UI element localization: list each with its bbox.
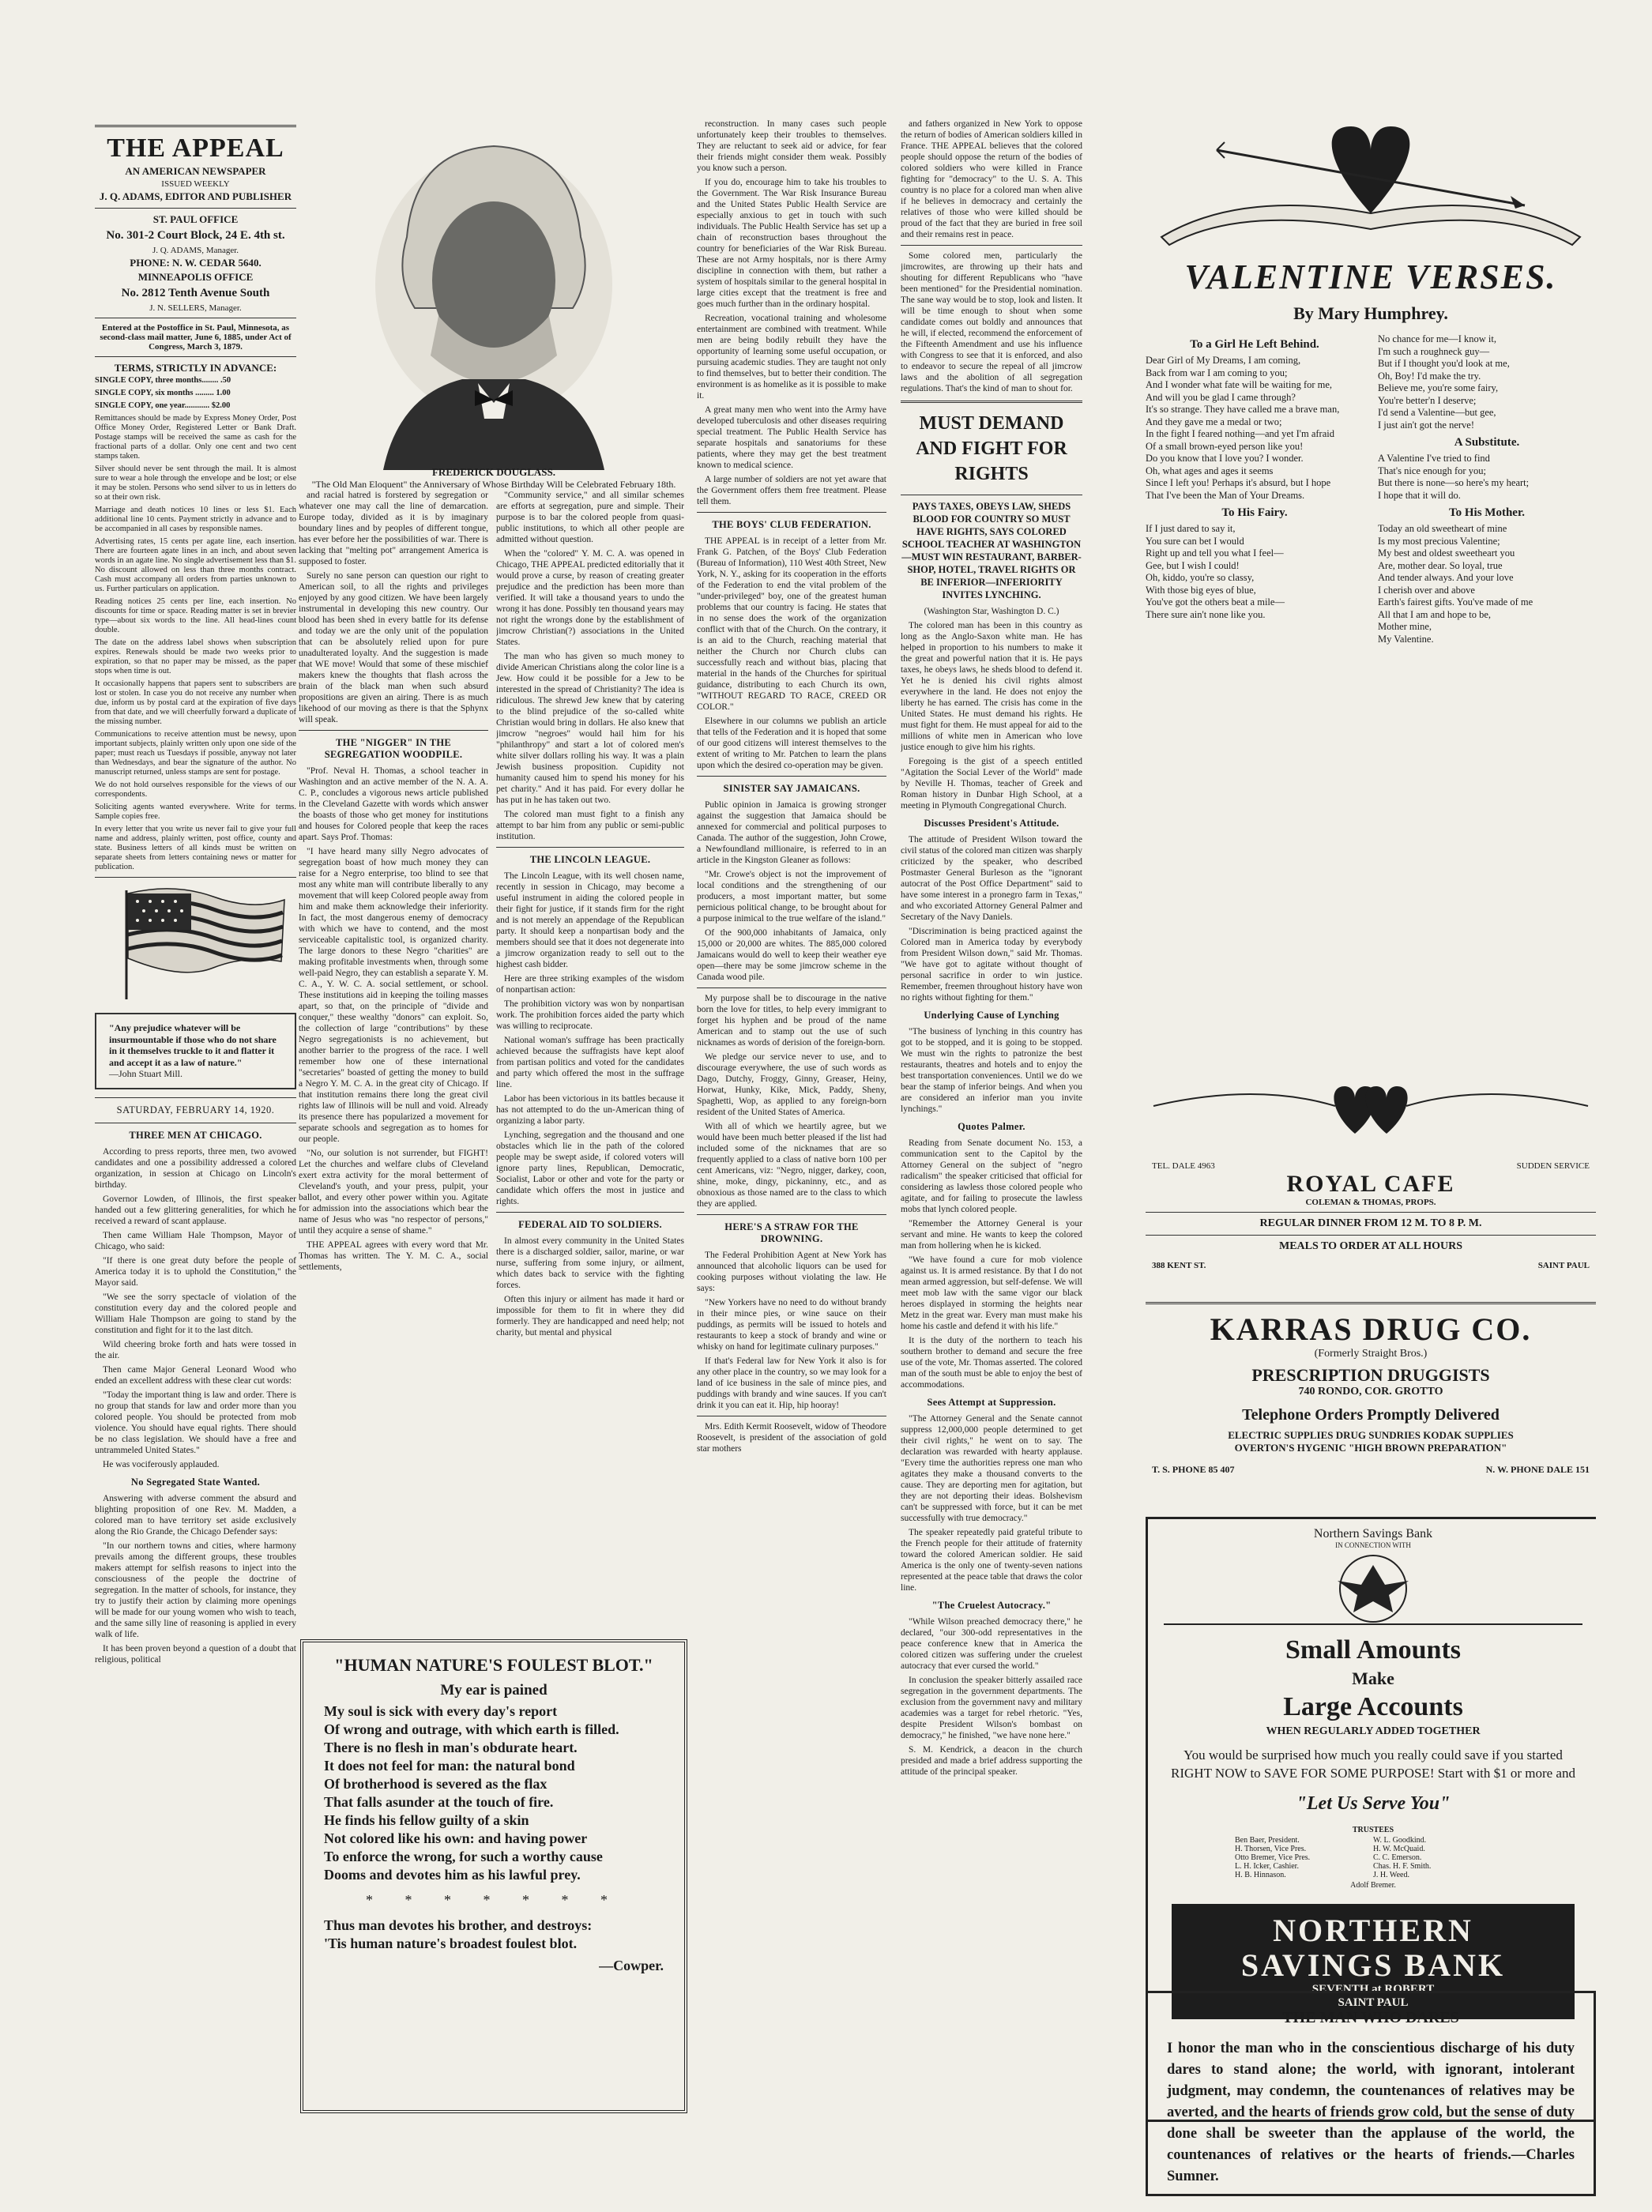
paragraph: Then came William Hale Thompson, Mayor of Chicago, who said: bbox=[95, 1230, 296, 1251]
masthead-issued: ISSUED WEEKLY bbox=[161, 179, 230, 189]
headline-demand-rights: MUST DEMAND AND FIGHT FOR RIGHTS bbox=[916, 413, 1067, 484]
divider bbox=[496, 847, 684, 848]
poem-line: He finds his fellow guilty of a skin bbox=[324, 1812, 529, 1828]
divider bbox=[901, 245, 1082, 246]
paragraph: Wild cheering broke forth and hats were tossed in the air. bbox=[95, 1339, 296, 1360]
paragraph: Then came Major General Leonard Wood who ended an excellent address with these clear cut words: bbox=[95, 1364, 296, 1386]
poem-first-line: My ear is pained bbox=[440, 1682, 548, 1698]
bank-sub: IN CONNECTION WITH bbox=[1335, 1541, 1411, 1549]
column-6 bbox=[1146, 118, 1596, 2196]
royal-service: SUDDEN SERVICE bbox=[1516, 1161, 1590, 1171]
paragraph: "Mr. Crowe's object is not the improvement of local conditions and the strengthening of our producers, a most important matter, but some pernicious political change, to be brought about for a purpose inimical to the true welfare of the island." bbox=[697, 870, 886, 924]
subhead-suppression: Sees Attempt at Suppression. bbox=[927, 1397, 1056, 1408]
karras-name: KARRAS DRUG CO. bbox=[1210, 1311, 1532, 1347]
subhead-wilson: Discusses President's Attitude. bbox=[924, 818, 1059, 829]
divider bbox=[95, 1097, 296, 1098]
bank-make: Make bbox=[1352, 1668, 1394, 1688]
paragraph: THE APPEAL is in receipt of a letter from Mr. Frank G. Patchen, of the Boys' Club Federation (Bureau of Information), 110 West 40th Street, New York, N. Y., asking for its cooperation in the efforts of the Federation to end the vital problem of the "under-privileged" boy, one of the greatest human problems that our country is facing. He states that in no sense does the work of the organization conflict with that of the Church. On the contrary, it is an aid to the Church, reaching material that neither the Church nor Church clubs can successfully reach and without bias, placing that material in the hands of the Churches for spiritual guidance, distributing to each Church its own, "WITHOUT REGARD TO RACE, CREED OR COLOR." bbox=[697, 536, 886, 712]
paragraph: "While Wilson preached democracy there," he declared, "our 300-odd representatives in the peace conference knew that in America the colored citizen was suffering under the cruelest autocracy that ever cursed the world." bbox=[901, 1617, 1082, 1671]
poem-line: Not colored like his own: and having power bbox=[324, 1830, 588, 1846]
divider bbox=[697, 776, 886, 777]
paragraph: The Federal Prohibition Agent at New York has announced that alcoholic liquors can be used for cooking purposes without violating the law. He says: bbox=[697, 1251, 886, 1293]
royal-top-row bbox=[1152, 1161, 1590, 1171]
paragraph: It has been proven beyond a question of a doubt that religious, political bbox=[95, 1643, 296, 1665]
paragraph: "Community service," and all similar schemes are efforts at segregation, pure and simple. Their purpose is to bar the colored people from quasi-public institutions, to which all other people are admitted without question. bbox=[496, 491, 684, 544]
paragraph: Reading from Senate document No. 153, a communication sent to the Capitol by the Attorney General on the subject of "negro radicalism" the speaker criticised that official for considering as lawless those colored people who agitate, and for failing to prosecute the lawless mobs that lynch colored people. bbox=[901, 1138, 1082, 1214]
paragraph: He was vociferously applauded. bbox=[103, 1459, 220, 1469]
stpaul-office: ST. PAUL OFFICE bbox=[152, 213, 239, 225]
paragraph: "In our northern towns and cities, where harmony prevails among the different groups, these troubles makers attempt for selfish reasons to inject into the consciousness of the people the doctrine of segregation. In the matter of schools, for instance, they try to justify their action by claiming more openings will be made for our young women who wish to teach, and the same silly line of reasoning is applied in every walk of life. bbox=[95, 1540, 296, 1639]
notice: Marriage and death notices 10 lines or less $1. Each additional line 10 cents. Payment strictly in advance and to be accompanied in all cases by responsible names. bbox=[95, 506, 296, 533]
masthead-title: THE APPEAL bbox=[107, 134, 284, 163]
notice: It occasionally happens that papers sent to subscribers are lost or stolen. In case you do not receive any number when due, inform us by postal card at the expiration of five days from that date, and we will cheerfully forward a duplicate of the missing number. bbox=[95, 679, 296, 726]
heart-banner-icon bbox=[1146, 118, 1596, 253]
headline-federal-aid: FEDERAL AID TO SOLDIERS. bbox=[518, 1219, 662, 1230]
paragraph: In conclusion the speaker bitterly assailed race segregation in the government departments. The exclusion from the government navy and military academies was a target for rebel rhetoric. "Yes, despite President Wilson's bombast on democracy," he finished, "we have none here." bbox=[901, 1676, 1082, 1740]
paragraph: If you do, encourage him to take his troubles to the Government. The War Risk Insurance Bureau and the United States Public Health Service are especially anxious to get in touch with such individuals. The Public Health Service has set up a chain of reconstruction bases throughout the country for beneficiaries of the War Risk Bureau. These are not Army hospitals, nor is there Army discipline in connection with them, but rather a system of hospitals similar to the general hospital in large cities except that the treatment is free and goes much further than in the ordinary hospital. bbox=[697, 178, 886, 309]
divider bbox=[95, 125, 296, 127]
headline-jamaicans: SINISTER SAY JAMAICANS. bbox=[723, 783, 860, 794]
poem-line: It does not feel for man: the natural bond bbox=[324, 1758, 575, 1774]
divider bbox=[496, 1212, 684, 1213]
paragraph: "Discrimination is being practiced against the Colored man in America today by everybody from President Wilson down," said Mr. Thomas. "We have got to agitate without thought of personal sacrifice in order to win justice. Remember, freemen throughout history have won no rights without fighting for them." bbox=[901, 927, 1082, 1003]
paragraph: "Remember the Attorney General is your servant and mine. He wants to keep the colored man from hollering when he is kicked. bbox=[901, 1219, 1082, 1251]
karras-phone-orders: Telephone Orders Promptly Delivered bbox=[1242, 1406, 1500, 1424]
eagle-seal-icon bbox=[1148, 1549, 1596, 1628]
royal-bottom-row bbox=[1152, 1261, 1590, 1270]
headline-deck: PAYS TAXES, OBEYS LAW, SHEDS BLOOD FOR COUNTRY SO MUST HAVE RIGHTS, SAYS COLORED SCHOOL TEACHER AT WASHINGTON—MUST WIN RESTAURANT, BARBER-SHOP, HOTEL, TRAVEL RIGHTS OR BE INFERIOR—INFERIORITY INVITES LYNCHING. bbox=[901, 501, 1082, 600]
notice: Communications to receive attention must be newsy, upon important subjects, plainly written only upon one side of the paper; must reach us Tuesdays if possible, anyway not later than Wednesdays, and bear the signature of the author. No manuscript returned, unless stamps are sent for postage. bbox=[95, 730, 296, 777]
poem-stars: * * * * * * * bbox=[366, 1892, 622, 1908]
stpaul-address: No. 301-2 Court Block, 24 E. 4th st. bbox=[106, 229, 285, 242]
trustee: J. H. Weed. bbox=[1373, 1871, 1409, 1879]
valentine-section bbox=[1146, 118, 1596, 1146]
paragraph: The Lincoln League, with its well chosen name, recently in session in Chicago, may become a useful instrument in aiding the colored people in their fight for justice, if it stands firm for the right and is not merely an appendage of the Republican party. It should keep a nonpartisan body and the members should see that it does not degenerate into a jimcrow organization ready to sell out to the highest cash bidder. bbox=[496, 871, 684, 969]
bank-top: Northern Savings Bank bbox=[1313, 1527, 1433, 1540]
notice: We do not hold ourselves responsible for the views of our correspondents. bbox=[95, 781, 296, 799]
divider bbox=[1146, 1212, 1596, 1213]
portrait-caption bbox=[304, 466, 683, 491]
bank-logo-line1: NORTHERN bbox=[1273, 1913, 1473, 1948]
divider bbox=[1146, 1235, 1596, 1236]
poem-text: Dear Girl of My Dreams, I am coming, Back from war I am coming to you; And I wonder what fate will be waiting for me, And will you be glad I came through? It's so strange. They have called me a brave man, And they gave me a medal or two; In the fight I feared nothing—and yet I'm afraid Of a small brown-eyed person like you! Do you know that I love you? I wonder. Oh, what ages and ages it seems Since I left you! Perhaps it's absurd, but I hope That I've been the Man of Your Dreams. bbox=[1146, 355, 1340, 501]
minneapolis-office: MINNEAPOLIS OFFICE bbox=[137, 271, 254, 283]
paragraph: Some colored men, particularly the jimcrowites, are throwing up their hats and shouting for different Republicans who "have been mentioned" for the Presidential nomination. The sane way would be to stop, look and listen. It will be time enough to shout when some candidate comes out boldly and announces that he will, if elected, recommend the enforcement of the Fifteenth Amendment and use his influence with Congress to see that it is enforced, and also to endeavor to secure the repeal of all jimcrow laws and the abolition of all segregation regulations. That's the kind of man to shout for. bbox=[901, 251, 1082, 393]
terms-block bbox=[95, 362, 296, 872]
paragraph: "We have found a cure for mob violence against us. It is armed resistance. By that I do not mean armed aggression, but self-defense. We will meet mob law with the same vigor our black heroes displayed in storming the heights near Metz in the great war. Every man must make his home his castle and defend it with his life." bbox=[901, 1255, 1082, 1331]
poem-line: Of brotherhood is severed as the flax bbox=[324, 1776, 548, 1792]
divider bbox=[299, 730, 488, 731]
bank-trustees bbox=[1235, 1836, 1511, 1879]
notice: Reading notices 25 cents per line, each insertion. No discounts for time or space. Reading matter is set in brevier type—about six words to the line. All head-lines count double. bbox=[95, 597, 296, 634]
bank-when: WHEN REGULARLY ADDED TOGETHER bbox=[1266, 1725, 1481, 1737]
portrait-name: FREDERICK DOUGLASS. bbox=[431, 466, 556, 478]
paragraph: In almost every community in the United States there is a discharged soldier, sailor, marine, or war nurse, suffering from some injury, or ailment, which dates back to service with the fighting forces. bbox=[496, 1236, 684, 1290]
headline-boys-club: THE BOYS' CLUB FEDERATION. bbox=[712, 519, 871, 530]
minneapolis-address: No. 2812 Tenth Avenue South bbox=[121, 287, 270, 299]
dares-body: I honor the man who in the conscientious discharge of his duty dares to stand alone; the world, with ignorant, intolerant judgment, may condemn, the countenances of relatives may be averted, and the hearts of friends grow cold, but the sense of duty done shall be sweeter than the applause of the world, the countenances of relatives or the hearts of friends.—Charles Sumner. bbox=[1167, 2041, 1575, 2184]
bank-large-accounts: Large Accounts bbox=[1283, 1692, 1463, 1721]
terms-heading: TERMS, STRICTLY IN ADVANCE: bbox=[114, 362, 277, 374]
divider bbox=[697, 512, 886, 513]
paragraph: S. M. Kendrick, a deacon in the church presided and made a brief address supporting the attitude of the principal speaker. bbox=[901, 1745, 1082, 1777]
trustee: Ben Baer, President. bbox=[1235, 1836, 1300, 1845]
dares-title: THE MAN WHO DARES bbox=[1282, 2009, 1459, 2026]
karras-supplies: ELECTRIC SUPPLIES DRUG SUNDRIES KODAK SUPPLIES bbox=[1228, 1429, 1514, 1441]
column-4 bbox=[697, 118, 886, 2196]
notice: Silver should never be sent through the mail. It is almost sure to wear a hole through the envelope and be lost; or else it may be stolen. Persons who send silver to us in letters do so at their own risk. bbox=[95, 465, 296, 502]
paragraph: Surely no sane person can question our right to American soil, to all the rights and privileges enjoyed by any good citizen. We have been largely instrumental in developing this new country. Our blood has been shed in every battle for its defense and today we are the only unit of the population that can be absolutely relied upon for pure unadulterated loyalty. And the suggestion is made that WE move! Would that some of these mischief makers knew the thoughts that flash across the brain of the black man when such absurd propositions are given an airing. There is as much likehood of our moving as there is that the Sphynx will speak. bbox=[299, 571, 488, 724]
paragraph: The colored man must fight to a finish any attempt to bar him from any public or semi-public institution. bbox=[496, 810, 684, 841]
trustee: W. L. Goodkind. bbox=[1373, 1836, 1427, 1845]
trustee: L. H. Icker, Cashier. bbox=[1235, 1862, 1299, 1871]
subhead-autocracy: "The Cruelest Autocracy." bbox=[931, 1600, 1052, 1611]
poem-line: Of wrong and outrage, with which earth is filled. bbox=[324, 1721, 619, 1737]
mill-quote-author: —John Stuart Mill. bbox=[109, 1068, 183, 1079]
poem-line: My soul is sick with every day's report bbox=[324, 1703, 558, 1719]
trustee: H. Thorsen, Vice Pres. bbox=[1235, 1845, 1307, 1853]
subhead-segregated-state: No Segregated State Wanted. bbox=[130, 1476, 261, 1488]
royal-name: ROYAL CAFE bbox=[1286, 1171, 1455, 1197]
american-flag-icon bbox=[95, 882, 292, 1001]
bank-small-amounts: Small Amounts bbox=[1285, 1635, 1461, 1665]
paragraph: "The Attorney General and the Senate cannot suppress 12,000,000 people determined to get their civil rights," he went on to say. The declaration was rewarded with hearty applause. "Every time the authorities repress one man who agitates they make a thousand converts to the cause. They are deporting men for agitation, but they are not deporting their ideas. Bolshevism can't be suppressed with force, but it can be met successfully with true democracy." bbox=[901, 1414, 1082, 1523]
paragraph: Answering with adverse comment the absurd and blighting proposition of one Rev. M. Madden, a colored man to have territory set aside exclusively along the Rio Grande, the Chicago Defender says: bbox=[95, 1493, 296, 1537]
poem-text: Today an old sweetheart of mine Is my most precious Valentine; My best and oldest sweetheart you Are, mother dear. So loyal, true And tender always. And your love I cherish over and above Earth's fairest gifts. You've made of me All that I am and hope to be, Mother mine, My Valentine. bbox=[1378, 523, 1533, 645]
paragraph: The colored man has been in this country as long as the Anglo-Saxon white man. He has helped in proportion to his numbers to make it the great and powerful nation that it is. He pays taxes, he obeys laws, he sheds blood to defend it. Yet he is denied his civil rights almost everywhere in the land. He does not enjoy the liberty he has earned. The crisis has come in the United States. He must demand his rights. He must fight for them. He must appeal for aid to the millions of white men in American who love justice enough to give him his rights. bbox=[901, 621, 1082, 752]
mill-quote-box bbox=[95, 1013, 296, 1089]
notice: Remittances should be made by Express Money Order, Post Office Money Order, Registered Letter or Bank Draft. Postage stamps will be received the same as cash for the fractional parts of a dollar. Only one cent and two cent stamps taken. bbox=[95, 414, 296, 461]
divider bbox=[901, 401, 1082, 403]
paragraph: "Prof. Neval H. Thomas, a school teacher in Washington and an active member of the N. A. A. C. P., concludes a vigorous news article published in the Cleveland Gazette with words which answer the boasts of those who get money for institutions and houses for Colored people that keep the races apart. Says Prof. Thomas: bbox=[299, 766, 488, 842]
royal-props: COLEMAN & THOMAS, PROPS. bbox=[1305, 1198, 1436, 1207]
bank-logo-line4: SAINT PAUL bbox=[1338, 1996, 1409, 2009]
notice: Advertising rates, 15 cents per agate line, each insertion. There are fourteen agate lines in an inch, and about seven words in an agate line. No single advertisement less than $1. No discount allowed on less than three months contract. Cash must accompany all orders from parties unknown to us. Further particulars on application. bbox=[95, 537, 296, 593]
royal-meals: MEALS TO ORDER AT ALL HOURS bbox=[1279, 1240, 1462, 1252]
bank-body: You would be surprised how much you really could save if you started RIGHT NOW to SAVE FOR SOME PURPOSE! Start with $1 or more and bbox=[1171, 1747, 1575, 1781]
paragraph: According to press reports, three men, two avowed candidates and one a possibility addressed a colored organization, in session at Chicago on Lincoln's birthday. bbox=[95, 1146, 296, 1190]
poem-heading: A Substitute. bbox=[1454, 436, 1520, 449]
paragraph: Governor Lowden, of Illinois, the first speaker handed out a few glittering generalities, for which he received a reward of scant applause. bbox=[95, 1194, 296, 1226]
divider bbox=[95, 877, 296, 878]
karras-nw-phone: N. W. PHONE DALE 151 bbox=[1485, 1464, 1590, 1475]
trustee: Adolf Bremer. bbox=[1350, 1881, 1396, 1890]
poem-heading: To a Girl He Left Behind. bbox=[1190, 338, 1319, 351]
paragraph: When the "colored" Y. M. C. A. was opened in Chicago, THE APPEAL predicted editorially that it would prove a curse, by reason of creating greater prejudice and the prediction has been more than verified. It will take a thousand years to undo the wrong it has done. Possibly ten thousand years may not right the wrongs done by the establishment of jimcrow Christian(?) associations in the United States. bbox=[496, 549, 684, 647]
paragraph: Elsewhere in our columns we publish an article that tells of the Federation and it is hoped that some of our good citizens will interest themselves to the extent of writing to Mr. Patchen to learn the plans upon which the desired co-operation may be given. bbox=[697, 717, 886, 770]
column-3 bbox=[496, 490, 684, 1620]
subhead-lynching: Underlying Cause of Lynching bbox=[924, 1010, 1059, 1021]
karras-overton: OVERTON'S HYGENIC "HIGH BROWN PREPARATION" bbox=[1234, 1442, 1507, 1454]
paragraph: If that's Federal law for New York it also is for any other place in the country, so we may look for a land of ice business in the sale of mince pies, and puddings with brandy and wine sauces. If you can't drink it you can eat it. Hip, hip hooray! bbox=[697, 1356, 886, 1410]
paragraph: Recreation, vocational training and wholesome entertainment are combined with treatment. While men are being bodily rebuilt they have the opportunity of learning some useful occupation, or pursuing academic studies. They are taught not only to find themselves, but to better their condition. The environment is as homelike as it is possible to make it. bbox=[697, 314, 886, 401]
poem-text: No chance for me—I know it, I'm such a roughneck guy— But if I thought you'd look at me, Oh, Boy! I'd make the try. Believe me, you're some fairy, You're better'n I deserve; I'd send a Valentine—but gee, I just ain't got the nerve! bbox=[1378, 333, 1510, 431]
royal-dinner: REGULAR DINNER FROM 12 M. TO 8 P. M. bbox=[1259, 1217, 1482, 1229]
entered-notice: Entered at the Postoffice in St. Paul, Minnesota, as second-class mail matter, June 6, 1885, under Act of Congress, March 3, 1879. bbox=[100, 323, 292, 352]
valentine-poems bbox=[1146, 333, 1596, 645]
paragraph: With all of which we heartily agree, but we would have been much better pleased if the list had included some of the nicknames that are so frequently applied to a class of native born 100 per cent Americans, viz: "Negro, nigger, darkey, coon, shine, moke, dingy, pickaninny, etc., and as obnoxious as those named are to the class to which they are applied. bbox=[697, 1122, 886, 1209]
paragraph: "Today the important thing is law and order. There is no group that stands for law and order more than you colored people. You should be protected from mob violence. You should have equal rights. There should be no class legislation. We should have a free and untrammeled United States." bbox=[95, 1390, 296, 1455]
column-5 bbox=[901, 118, 1082, 2196]
phone: PHONE: N. W. CEDAR 5640. bbox=[130, 257, 262, 269]
paragraph: Lynching, segregation and the thousand and one obstacles which lie in the path of the colored people may be swept aside, if colored voters will ignore party lines, Republican, Democratic, Socialist, Labor or other and vote for the party or candidate which offers the most in justice and rights. bbox=[496, 1130, 684, 1206]
paragraph: Labor has been victorious in its battles because it has not attempted to do the un-American thing of organizing a labor party. bbox=[496, 1094, 684, 1126]
royal-address: 388 KENT ST. bbox=[1152, 1261, 1206, 1270]
paragraph: "New Yorkers have no need to do without brandy in their mince pies, or wine sauce on their puddings, as permits will be issued to hotels and restaurants to keep a stock of brandy and wine or whisky on hand for legitimate culinary purposes." bbox=[697, 1298, 886, 1352]
headline-lincoln-league: THE LINCOLN LEAGUE. bbox=[529, 854, 651, 865]
bank-logo-line3: SEVENTH at ROBERT bbox=[1311, 1983, 1435, 1996]
poem-heading: To His Fairy. bbox=[1221, 506, 1288, 519]
paragraph: A great many men who went into the Army have developed tuberculosis and other diseases requiring special treatment. The Public Health Service has separate hospitals and sanatoriums for these patients, where they may get the best treatment known to medical science. bbox=[697, 405, 886, 470]
rate-line: SINGLE COPY, one year............ $2.00 bbox=[95, 401, 231, 410]
paragraph: reconstruction. In many cases such people unfortunately keep their troubles to themselves. They are reluctant to seek aid or advice, for fear their friends might consider them weak. Possibly you know such a person. bbox=[697, 119, 886, 173]
karras-type: PRESCRIPTION DRUGGISTS bbox=[1251, 1365, 1490, 1385]
karras-address: 740 RONDO, COR. GROTTO bbox=[1298, 1386, 1443, 1398]
rate-line: SINGLE COPY, six months ......... 1.00 bbox=[95, 389, 231, 397]
paragraph: The speaker repeatedly paid grateful tribute to the French people for their attitude of fraternity toward the colored American soldier. He said America is the only one of twenty-seven nations represented at the peace table that draws the color line. bbox=[901, 1528, 1082, 1593]
poem-heading: To His Mother. bbox=[1449, 506, 1525, 519]
paragraph: Here are three striking examples of the wisdom of nonpartisan action: bbox=[496, 974, 684, 995]
mill-quote-text: "Any prejudice whatever will be insurmountable if those who do not share in it themselves truckle to it and flatter it and accept it as a law of nature." bbox=[109, 1022, 277, 1068]
divider bbox=[697, 1214, 886, 1215]
trustee: Chas. H. F. Smith. bbox=[1373, 1862, 1432, 1871]
paragraph: and racial hatred is forstered by segregation or whatever one may call the line of demarcation. Europe today, divided as it is by imaginary boundary lines and by peoples of different tongue, has ever before her the possibilities of war. There is lacking that "melting pot" arrangement America is supposed to foster. bbox=[299, 491, 488, 566]
notice: The date on the address label shows when subscription expires. Renewals should be made two weeks prior to expiration, so that no paper may be missed, as the paper stops when time is out. bbox=[95, 638, 296, 675]
paragraph: "I have heard many silly Negro advocates of segregation boast of how much money they can raise for a Negro enterprise, too blind to see that most any white man will contribute liberally to any movement that will keep Colored people away from him and make them acknowledge their inferiority. In fact, the most dangerous enemy of democracy with which we have to contend, and the most serviceable capitalistic tool, is organized charity. The large donors to these Negro "charities" are making profitable investments when, through some well-paid Negro, they can establish a separate Y. M. C. A., Y. W. C. A. social settlement, or school. These institutions aid in keeping the toiling masses apart, so that, on the principle of "divide and conquer," these wealthy "donors" can exploit. So, the collection of large "contributions" by these Negro segregationists is no achievement, but another barrier to the progress of the race. I well remember how one of these international "secretaries" boasted of getting the money to build a Negro Y. M. C. A. in the great city of Chicago. If that institution remains there long the great civil rights law of Illinois will be null and void. Already its presence there has popularized a movement for separate schools and segregation as to homes for our people. bbox=[299, 847, 488, 1144]
trustee: H. W. McQuaid. bbox=[1373, 1845, 1425, 1853]
paragraph: "We see the sorry spectacle of violation of the constitution every day and the colored people and William Hale Thompson are going to stand by the constitution and fight for it to the last ditch. bbox=[95, 1292, 296, 1335]
paragraph: National woman's suffrage has been practically achieved because the suffragists have kept aloof from partisan politics and voted for the candidates and party which offered the most in the suffrage line. bbox=[496, 1036, 684, 1089]
royal-tel: TEL. DALE 4963 bbox=[1152, 1161, 1215, 1171]
valentine-col-left bbox=[1146, 333, 1364, 645]
poem-line: There is no flesh in man's obdurate heart. bbox=[324, 1740, 578, 1755]
masthead-subtitle: AN AMERICAN NEWSPAPER bbox=[125, 165, 266, 177]
stpaul-manager: J. Q. ADAMS, Manager. bbox=[152, 246, 239, 255]
poem-line: 'Tis human nature's broadest foulest blot. bbox=[324, 1936, 578, 1951]
rate-line: SINGLE COPY, three months........ .50 bbox=[95, 376, 231, 385]
minneapolis-manager: J. N. SELLERS, Manager. bbox=[149, 303, 242, 313]
paragraph: Foregoing is the gist of a speech entitled "Agitation the Social Lever of the World" made by Neville H. Thomas, teacher of Greek and Roman history in Dunbar High School, at a meeting in Plymouth Congregational Church. bbox=[901, 757, 1082, 811]
karras-drug-ad bbox=[1146, 1296, 1596, 1493]
dateline: SATURDAY, FEBRUARY 14, 1920. bbox=[116, 1104, 275, 1115]
paragraph: "The business of lynching in this country has got to be stopped, and it is going to be stopped. We must win the rights to patronize the best restaurants, theatres and hotels and to enjoy the best transportation conveniences. Until we do we bear the stamp of inferior beings. And when you are considered an inferior man you invite lynchings." bbox=[901, 1027, 1082, 1114]
paragraph: We pledge our service never to use, and to discourage everywhere, the use of such words as Dago, Dutchy, Froggy, Ginny, Greaser, Heiny, Horwat, Hunky, Kike, Mick, Paddy, Sheny, Spaghetti, Wop, as applied to any foreign-born resident of the United States of America. bbox=[697, 1052, 886, 1117]
poem-author: —Cowper. bbox=[599, 1958, 664, 1973]
divider bbox=[95, 208, 296, 209]
trustee: H. B. Hinnason. bbox=[1235, 1871, 1286, 1879]
paragraph: Mrs. Edith Kermit Roosevelt, widow of Theodore Roosevelt, is president of the association of gold star mothers bbox=[697, 1422, 886, 1454]
paragraph: The prohibition victory was won by nonpartisan work. The prohibition forces aided the party which was willing to reciprocate. bbox=[496, 999, 684, 1031]
masthead-editor: J. Q. ADAMS, EDITOR AND PUBLISHER bbox=[99, 190, 292, 202]
valentine-title: VALENTINE VERSES. bbox=[1184, 258, 1557, 296]
karras-ts-phone: T. S. PHONE 85 407 bbox=[1152, 1464, 1235, 1475]
paragraph: Public opinion in Jamaica is growing stronger against the suggestion that Jamaica should be annexed for commercial and political purposes to Canada. The author of the suggestion, John Crowe, a Newfoundland millionaire, is referred to in an article in the Kingston Gleaner as follows: bbox=[697, 800, 886, 865]
bank-trustees-heading: TRUSTEES bbox=[1352, 1826, 1394, 1834]
frederick-douglass-portrait bbox=[320, 118, 668, 470]
royal-city: SAINT PAUL bbox=[1537, 1261, 1590, 1270]
poem-line: Dooms and devotes him as his lawful prey. bbox=[324, 1867, 581, 1883]
trustee: Otto Bremer, Vice Pres. bbox=[1235, 1853, 1311, 1862]
poem-line: To enforce the wrong, for such a worthy cause bbox=[324, 1849, 603, 1864]
bank-slogan: "Let Us Serve You" bbox=[1296, 1793, 1451, 1814]
portrait-caption-text: "The Old Man Eloquent" the Anniversary of Whose Birthday Will be Celebrated February 18th. bbox=[311, 479, 676, 490]
paragraph: Of the 900,000 inhabitants of Jamaica, only 15,000 or 20,000 are whites. The 885,000 colored Jamaicans would do well to keep their weather eye open—there may be some jimcrow scheme in the Canada wood pile. bbox=[697, 928, 886, 982]
paragraph: It is the duty of the northern to teach his southern brother to demand and secure the free use of the vote, Mr. Thomas asserted. The colored man of the south must be able to enjoy the best of accommodations. bbox=[901, 1336, 1082, 1390]
notice: Soliciting agents wanted everywhere. Write for terms. Sample copies free. bbox=[95, 803, 296, 821]
paragraph: My purpose shall be to discourage in the native born the love for titles, to help every immigrant to forget his hyphen and be proud of the name American and to stamp out the use of such nicknames as words of derision of the foreign-born. bbox=[697, 994, 886, 1048]
cowper-poem-box bbox=[300, 1639, 687, 2113]
subhead-palmer: Quotes Palmer. bbox=[958, 1121, 1025, 1132]
paragraph: Often this injury or ailment has made it hard or impossible for them to fit in where they did formerly. They are handicapped and need help; not charity, but mental and physical bbox=[496, 1295, 684, 1337]
valentine-byline: By Mary Humphrey. bbox=[1293, 303, 1448, 323]
karras-phones bbox=[1152, 1464, 1590, 1476]
trustee: C. C. Emerson. bbox=[1373, 1853, 1422, 1862]
paragraph: A large number of soldiers are not yet aware that the Government offers them free treatment. Please tell them. bbox=[697, 475, 886, 506]
two-hearts-icon bbox=[1146, 1066, 1596, 1146]
paragraph: "If there is one great duty before the people of America today it is to uphold the Constitution," the Mayor said. bbox=[95, 1255, 296, 1288]
paragraph: The man who has given so much money to divide American Christians along the color line is a Jew. How could it be possible for a Jew to be interested in the spread of Christianity? The idea is ridiculous. The shrewd Jew knew that by catering to the blind prejudice of the so-called white Christian would bring in dollars. He also knew that jimcrow "negroes" would hail him for his "philanthropy" and start a lot of colored men's white silver dollars rolling his way. It was a plain Jewish business proposition. Cupidity not humanity caused him to spend his money for his pet charity." And it has paid. For every dollar he has put in he has taken out two. bbox=[496, 652, 684, 805]
column-masthead bbox=[95, 118, 296, 2196]
poem-line: Thus man devotes his brother, and destroys: bbox=[324, 1917, 593, 1933]
poem-text: A Valentine I've tried to find That's nice enough for you; But there is none—so here's my heart; I hope that it will do. bbox=[1378, 453, 1530, 501]
poem-line: That falls asunder at the touch of fire. bbox=[324, 1794, 554, 1810]
divider bbox=[1146, 1302, 1596, 1304]
notice: In every letter that you write us never fail to give your full name and address, plainly written, post office, county and state. Business letters of all kinds must be written on separate sheets from letters containing news or matter for publication. bbox=[95, 825, 296, 871]
man-who-dares-box bbox=[1146, 1991, 1596, 2196]
bank-logo-line2: SAVINGS BANK bbox=[1240, 1947, 1506, 1983]
valentine-col-right bbox=[1378, 333, 1596, 645]
paragraph: THE APPEAL agrees with every word that Mr. Thomas has written. The Y. M. C. A., social settlements, bbox=[299, 1240, 488, 1272]
karras-formerly: (Formerly Straight Bros.) bbox=[1314, 1348, 1428, 1360]
paragraph: and fathers organized in New York to oppose the return of bodies of American soldiers killed in France. THE APPEAL believes that the colored people should oppose the return of the bodies of colored soldiers who were killed in France fighting for "democracy" to the U. S. A. This country is no place for a colored man when alive if he believes in democracy and certainly the relatives of those who were killed should be proud of the fact that they are buried in free soil and their remains rest in peace. bbox=[901, 119, 1082, 239]
paragraph: The attitude of President Wilson toward the civil status of the colored man citizen was sharply criticized by the speaker, who described Postmaster General Burleson as the "ignorant autocrat of the Post Office Department" said to have some interest in a pronegro farm in Texas," and who excoriated Attorney General Palmer and Secretary of the Navy Daniels. bbox=[901, 835, 1082, 922]
headline-straw: HERE'S A STRAW FOR THE DROWNING. bbox=[724, 1221, 859, 1244]
divider bbox=[95, 356, 296, 357]
poem-title: "HUMAN NATURE'S FOULEST BLOT." bbox=[334, 1655, 653, 1675]
source-line: (Washington Star, Washington D. C.) bbox=[924, 607, 1059, 616]
royal-cafe-ad bbox=[1146, 1161, 1596, 1280]
poem-text: If I just dared to say it, You sure can bet I would Right up and tell you what I feel— Gee, but I wish I could! Oh, kiddo, you're so classy, With those big eyes of blue, You've got the others beat a mile— There sure ain't none like you. bbox=[1146, 523, 1285, 620]
headline-nigger-woodpile: THE "NIGGER" IN THE SEGREGATION WOODPILE. bbox=[324, 737, 463, 760]
paragraph: "No, our solution is not surrender, but FIGHT! Let the churches and welfare clubs of Cleveland exert extra activity for the moral betterment of Cleveland's youth, and your press, pulpit, your ballot, and every other power within you. Agitate for admission into the associations which bear the name of Jesus who was "no respector of persons," until they acquire a sense of shame." bbox=[299, 1149, 488, 1236]
headline-three-men: THREE MEN AT CHICAGO. bbox=[129, 1129, 262, 1141]
